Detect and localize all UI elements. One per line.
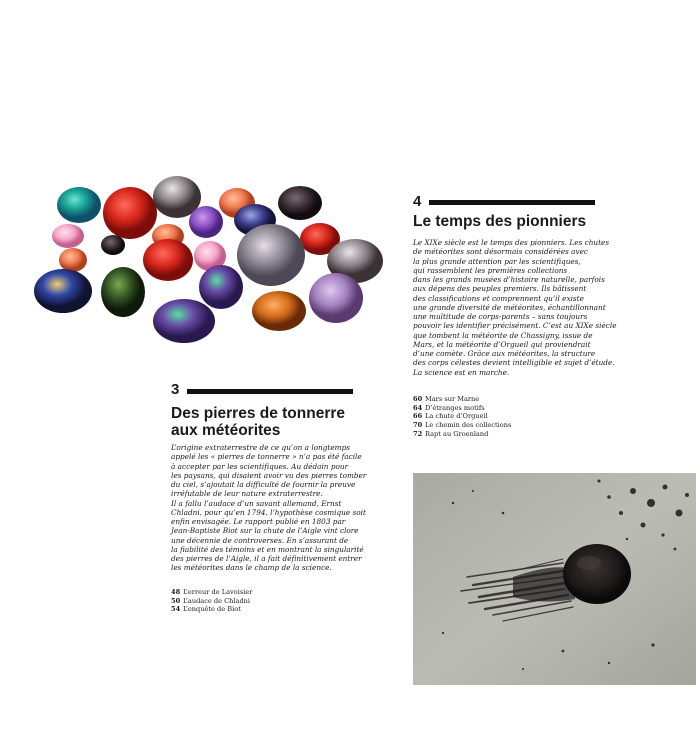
text-line: pouvoir les identifier précisément. C’est au XIXe siècle: [413, 321, 617, 331]
text-line: irréfutable de leur nature extraterrestre.: [171, 489, 323, 499]
toc-item[interactable]: [413, 412, 511, 421]
toc-label: L’enquête de Biot: [183, 605, 241, 614]
toc-item[interactable]: [413, 395, 511, 404]
text-line: Chladni, pour qu’en 1794, l’hypothèse cosmique soit: [171, 507, 366, 517]
text-line: de météorites sont désormais considérées avec: [413, 247, 589, 257]
section-title-line: Des pierres de tonnerre: [171, 405, 346, 422]
section-intro: [171, 443, 366, 573]
text-line: les météorites dans le champ de la science.: [171, 563, 332, 573]
section-4: [413, 193, 617, 438]
text-line: du ciel, s’ajoutait la difficulté de fournir la preuve: [171, 480, 356, 489]
toc-page: 70: [413, 421, 423, 430]
text-line: une multitude de corps-parents – sans toujours: [413, 312, 588, 321]
toc-page: 64: [413, 403, 423, 412]
text-line: que tombent la météorite de Chassigny, issue de: [413, 330, 593, 340]
text-line: L’origine extraterrestre de ce qu’on a longtemps: [171, 443, 351, 452]
table-of-contents: [413, 395, 511, 439]
text-line: des corps célestes devient intelligible et sujet d’étude.: [413, 358, 615, 368]
text-line: la fiabilité des témoins et en montrant la singularité: [171, 544, 364, 554]
section-number: 4: [413, 193, 422, 210]
text-line: dans les grands musées d’histoire naturelle, parfois: [413, 275, 605, 284]
text-line: la plus grande attention par les scientifiques,: [413, 256, 581, 266]
text-line: qui rassemblent les premières collections: [413, 265, 568, 275]
text-line: les paysans, qui disaient avoir vu des pierres tomber: [171, 470, 367, 480]
section-rule: [187, 389, 353, 394]
toc-label: L’erreur de Lavoisier: [183, 588, 253, 596]
meteorite-photo: [413, 473, 696, 685]
table-of-contents: [171, 588, 252, 614]
section-3: [171, 381, 371, 614]
toc-label: D’étranges motifs: [425, 403, 485, 412]
toc-page: 50: [171, 596, 181, 605]
toc-label: Le chemin des collections: [425, 421, 512, 430]
toc-label: Mars sur Marne: [425, 395, 480, 403]
toc-item[interactable]: [413, 430, 511, 439]
toc-page: 72: [413, 429, 423, 438]
text-line: Jean-Baptiste Biot sur la chute de l’Aigle vint clore: [171, 526, 359, 536]
text-line: appelé les « pierres de tonnerre » n’a pas été facile: [171, 452, 362, 462]
section-rule: [429, 200, 595, 205]
toc-page: 66: [413, 412, 423, 421]
section-title-line: aux météorites: [171, 422, 281, 439]
section-number: 3: [171, 381, 180, 398]
text-line: des pierres de l’Aigle, il a fait définitivement entrer: [171, 554, 362, 563]
text-line: enfin envisagée. Le rapport publié en 1803 par: [171, 517, 346, 526]
section-intro: [413, 238, 617, 377]
text-line: à accepter par les scientifiques. Au dédain pour: [171, 461, 349, 471]
text-line: Il a fallu l’audace d’un savant allemand, Ernst: [171, 498, 342, 508]
text-line: La science est en marche.: [413, 367, 510, 377]
toc-label: Rapt au Groenland: [425, 429, 489, 438]
toc-item[interactable]: [171, 605, 252, 614]
text-line: aux dépens des peuples premiers. Ils bâtissent: [413, 284, 587, 294]
toc-page: 48: [171, 588, 181, 596]
text-line: d’une comète. Grâce aux météorites, la structure: [413, 349, 596, 358]
toc-item[interactable]: [171, 597, 252, 606]
toc-page: 54: [171, 605, 181, 614]
text-line: des classifications et comprennent qu’il existe: [413, 293, 584, 303]
text-line: Mars, et la météorite d’Orgueil qui proviendrait: [413, 339, 591, 349]
toc-item[interactable]: [413, 421, 511, 430]
text-line: une grande diversité de météorites, échantillonnant: [413, 302, 606, 312]
toc-label: L’audace de Chladni: [183, 596, 251, 605]
toc-label: La chute d’Orgueil: [425, 412, 488, 421]
toc-page: 60: [413, 395, 423, 403]
toc-item[interactable]: [413, 404, 511, 413]
section-title: [171, 405, 371, 439]
painted-stones-image: [0, 170, 400, 350]
toc-item[interactable]: [171, 588, 252, 597]
text-line: une décennie de controverses. En s’assurant de: [171, 535, 349, 545]
section-title: Le temps des pionniers: [413, 213, 587, 230]
text-line: Le XIXe siècle est le temps des pionniers. Les chutes: [413, 238, 610, 247]
